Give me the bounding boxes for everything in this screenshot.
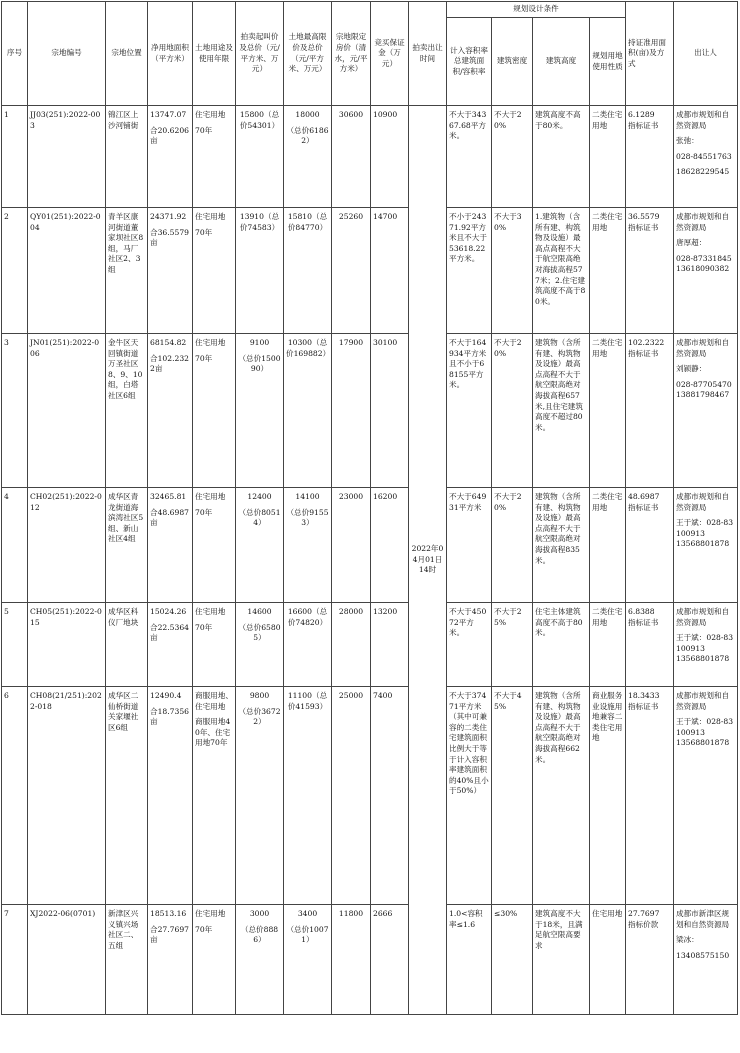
header-far: 计入容积率总建筑面积/容积率: [447, 18, 492, 106]
height-cell: 建筑高度不高于80米。: [533, 106, 590, 208]
plan-use-cell: 二类住宅用地: [590, 488, 626, 603]
seller-cell: 成都市规划和自然资源局 张弛： 028-84551763 18628229545: [674, 106, 738, 208]
plan-use-cell: 住宅用地: [590, 905, 626, 1015]
cert-cell: 18.3433 指标证书: [626, 687, 674, 905]
seller-cell: 成都市新津区规划和自然资源局 梁冰： 13408575150: [674, 905, 738, 1015]
seller-cell: 成都市规划和自然资源局 唐厚超： 028-87331845 13618090382: [674, 208, 738, 334]
area-cell: 13747.07 合20.6206亩: [148, 106, 193, 208]
plan-use-cell: 二类住宅用地: [590, 334, 626, 488]
land-auction-table: [1, 1, 738, 1015]
density-cell: 不大于20%: [492, 488, 533, 603]
house-price-cell: 11800: [332, 905, 371, 1015]
max-price-cell: 16600（总价74820）: [284, 603, 332, 687]
code-cell: JJ03(251):2022-003: [28, 106, 106, 208]
area-cell: 18513.16 合27.7697亩: [148, 905, 193, 1015]
location-cell: 成华区青龙街道海滨湾社区5组、新山社区4组: [106, 488, 148, 603]
seq-cell: 3: [2, 334, 28, 488]
cert-cell: 102.2322 指标证书: [626, 334, 674, 488]
density-cell: 不大于45%: [492, 687, 533, 905]
location-cell: 成华区科仪厂地块: [106, 603, 148, 687]
far-cell: 不大于45072平方米。: [447, 603, 492, 687]
seq-cell: 2: [2, 208, 28, 334]
area-cell: 32465.81 合48.6987亩: [148, 488, 193, 603]
code-cell: XJ2022-06(0701): [28, 905, 106, 1015]
auction-time-cell: 2022年04月01日14时: [409, 106, 447, 1015]
start-price-cell: 3000 （总价8886）: [236, 905, 284, 1015]
table-row: [2, 334, 738, 488]
location-cell: 锦江区上沙河铺街: [106, 106, 148, 208]
header-auction-time: 拍卖出让时间: [409, 2, 447, 106]
house-price-cell: 30600: [332, 106, 371, 208]
header-house-price: 宗地限定房价（清水，元/平方米）: [332, 2, 371, 106]
code-cell: CH05(251):2022-015: [28, 603, 106, 687]
code-cell: QY01(251):2022-004: [28, 208, 106, 334]
header-use-term: 土地用途及使用年限: [193, 2, 236, 106]
deposit-cell: 10900: [371, 106, 409, 208]
header-start-price: 拍卖起叫价及总价（元/平方米、万元）: [236, 2, 284, 106]
location-cell: 金牛区天回镇街道万圣社区8、9、10组，白塔社区6组: [106, 334, 148, 488]
use-cell: 住宅用地 70年: [193, 208, 236, 334]
density-cell: 不大于20%: [492, 106, 533, 208]
height-cell: 住宅主体建筑高度不高于80米。: [533, 603, 590, 687]
start-price-cell: 14600 （总价65805）: [236, 603, 284, 687]
use-cell: 住宅用地 70年: [193, 905, 236, 1015]
table-row: [2, 208, 738, 334]
header-height: 建筑高度: [533, 18, 590, 106]
cert-cell: 27.7697 指标价款: [626, 905, 674, 1015]
house-price-cell: 17900: [332, 334, 371, 488]
far-cell: 不大于164934平方米且不小于68155平方米。: [447, 334, 492, 488]
area-cell: 12490.4 合18.7356亩: [148, 687, 193, 905]
use-cell: 商服用地、住宅用地 商服用地40年、住宅用地70年: [193, 687, 236, 905]
header-seller: 出让人: [674, 2, 738, 106]
start-price-cell: 9800 （总价36722）: [236, 687, 284, 905]
header-max-price: 土地最高限价及总价（元/平方米、万元）: [284, 2, 332, 106]
cert-cell: 36.5579 指标证书: [626, 208, 674, 334]
deposit-cell: 16200: [371, 488, 409, 603]
max-price-cell: 15810（总价84770）: [284, 208, 332, 334]
header-plan-use: 规划用地使用性质: [590, 18, 626, 106]
header-planning: 规划设计条件: [447, 2, 626, 18]
table-row: [2, 687, 738, 905]
area-cell: 24371.92 合36.5579亩: [148, 208, 193, 334]
house-price-cell: 23000: [332, 488, 371, 603]
density-cell: 不大于20%: [492, 334, 533, 488]
table-row: [2, 106, 738, 208]
height-cell: 建筑物（含所有建、构筑物及设施）最高点高程不大于航空限高绝对海拔高程662米。: [533, 687, 590, 905]
far-cell: 不大于34367.68平方米。: [447, 106, 492, 208]
far-cell: 不大于64931平方米: [447, 488, 492, 603]
deposit-cell: 2666: [371, 905, 409, 1015]
header-seq: 序号: [2, 2, 28, 106]
code-cell: CH02(251):2022-012: [28, 488, 106, 603]
cert-cell: 6.8388 指标证书: [626, 603, 674, 687]
use-cell: 住宅用地 70年: [193, 106, 236, 208]
area-cell: 68154.82 合102.2322亩: [148, 334, 193, 488]
seq-cell: 7: [2, 905, 28, 1015]
header-density: 建筑密度: [492, 18, 533, 106]
max-price-cell: 18000 （总价61862）: [284, 106, 332, 208]
house-price-cell: 25260: [332, 208, 371, 334]
use-cell: 住宅用地 70年: [193, 488, 236, 603]
location-cell: 成华区二仙桥街道关家堰社区6组: [106, 687, 148, 905]
house-price-cell: 25000: [332, 687, 371, 905]
density-cell: ≤30%: [492, 905, 533, 1015]
deposit-cell: 30100: [371, 334, 409, 488]
area-cell: 15024.26 合22.5364亩: [148, 603, 193, 687]
code-cell: CH08(21/251):2022-018: [28, 687, 106, 905]
max-price-cell: 11100（总价41593）: [284, 687, 332, 905]
seller-cell: 成都市规划和自然资源局 刘颍静： 028-87705470 13881798467: [674, 334, 738, 488]
height-cell: 建筑高度不大于18米，且满足航空限高要求: [533, 905, 590, 1015]
cert-cell: 6.1289 指标证书: [626, 106, 674, 208]
start-price-cell: 12400 （总价80514）: [236, 488, 284, 603]
location-cell: 青羊区康河街道董家坝社区8组，马厂社区2、3组: [106, 208, 148, 334]
table-row: [2, 905, 738, 1015]
seq-cell: 5: [2, 603, 28, 687]
far-cell: 不小于24371.92平方米且不大于53618.22平方米。: [447, 208, 492, 334]
seller-cell: 成都市规划和自然资源局 王于斌：028-83100913 13568801878: [674, 687, 738, 905]
max-price-cell: 3400 （总价10071）: [284, 905, 332, 1015]
deposit-cell: 13200: [371, 603, 409, 687]
table-row: [2, 488, 738, 603]
start-price-cell: 15800（总价54301）: [236, 106, 284, 208]
code-cell: JN01(251):2022-006: [28, 334, 106, 488]
max-price-cell: 14100 （总价91553）: [284, 488, 332, 603]
height-cell: 建筑物（含所有建、构筑物及设施）最高点高程不大于航空限高绝对海拔高程657米,且住宅建筑高度不超过80米。: [533, 334, 590, 488]
plan-use-cell: 二类住宅用地: [590, 603, 626, 687]
plan-use-cell: 二类住宅用地: [590, 106, 626, 208]
header-cert: 持证准用面积(亩)及方式: [626, 2, 674, 106]
seq-cell: 4: [2, 488, 28, 603]
start-price-cell: 13910（总价74583）: [236, 208, 284, 334]
density-cell: 不大于30%: [492, 208, 533, 334]
max-price-cell: 10300（总价169882）: [284, 334, 332, 488]
height-cell: 建筑物（含所有建、构筑物及设施）最高点高程不大于航空限高绝对海拔高程835米。: [533, 488, 590, 603]
location-cell: 新津区兴义镇兴场社区二、五组: [106, 905, 148, 1015]
far-cell: 不大于37471平方米（其中可兼容的二类住宅建筑面积比例大于等于计入容积率建筑面积的40%且小于50%）: [447, 687, 492, 905]
use-cell: 住宅用地 70年: [193, 603, 236, 687]
house-price-cell: 28000: [332, 603, 371, 687]
header-deposit: 竞买保证金（万元）: [371, 2, 409, 106]
seller-cell: 成都市规划和自然资源局 王于斌：028-83100913 13568801878: [674, 603, 738, 687]
density-cell: 不大于25%: [492, 603, 533, 687]
deposit-cell: 14700: [371, 208, 409, 334]
use-cell: 住宅用地 70年: [193, 334, 236, 488]
deposit-cell: 7400: [371, 687, 409, 905]
seq-cell: 1: [2, 106, 28, 208]
cert-cell: 48.6987 指标证书: [626, 488, 674, 603]
height-cell: 1.建筑物（含所有建、构筑物及设施）最高点高程不大于航空限高绝对海拔高程577米；2.住宅建筑高度不高于80米。: [533, 208, 590, 334]
far-cell: 1.0<容积率≤1.6: [447, 905, 492, 1015]
start-price-cell: 9100 （总价150090）: [236, 334, 284, 488]
header-net-area: 净用地面积（平方米）: [148, 2, 193, 106]
seq-cell: 6: [2, 687, 28, 905]
header-code: 宗地编号: [28, 2, 106, 106]
plan-use-cell: 商业服务业设施用地兼容二类住宅用地: [590, 687, 626, 905]
plan-use-cell: 二类住宅用地: [590, 208, 626, 334]
header-location: 宗地位置: [106, 2, 148, 106]
seller-cell: 成都市规划和自然资源局 王于斌：028-83100913 13568801878: [674, 488, 738, 603]
table-row: [2, 603, 738, 687]
